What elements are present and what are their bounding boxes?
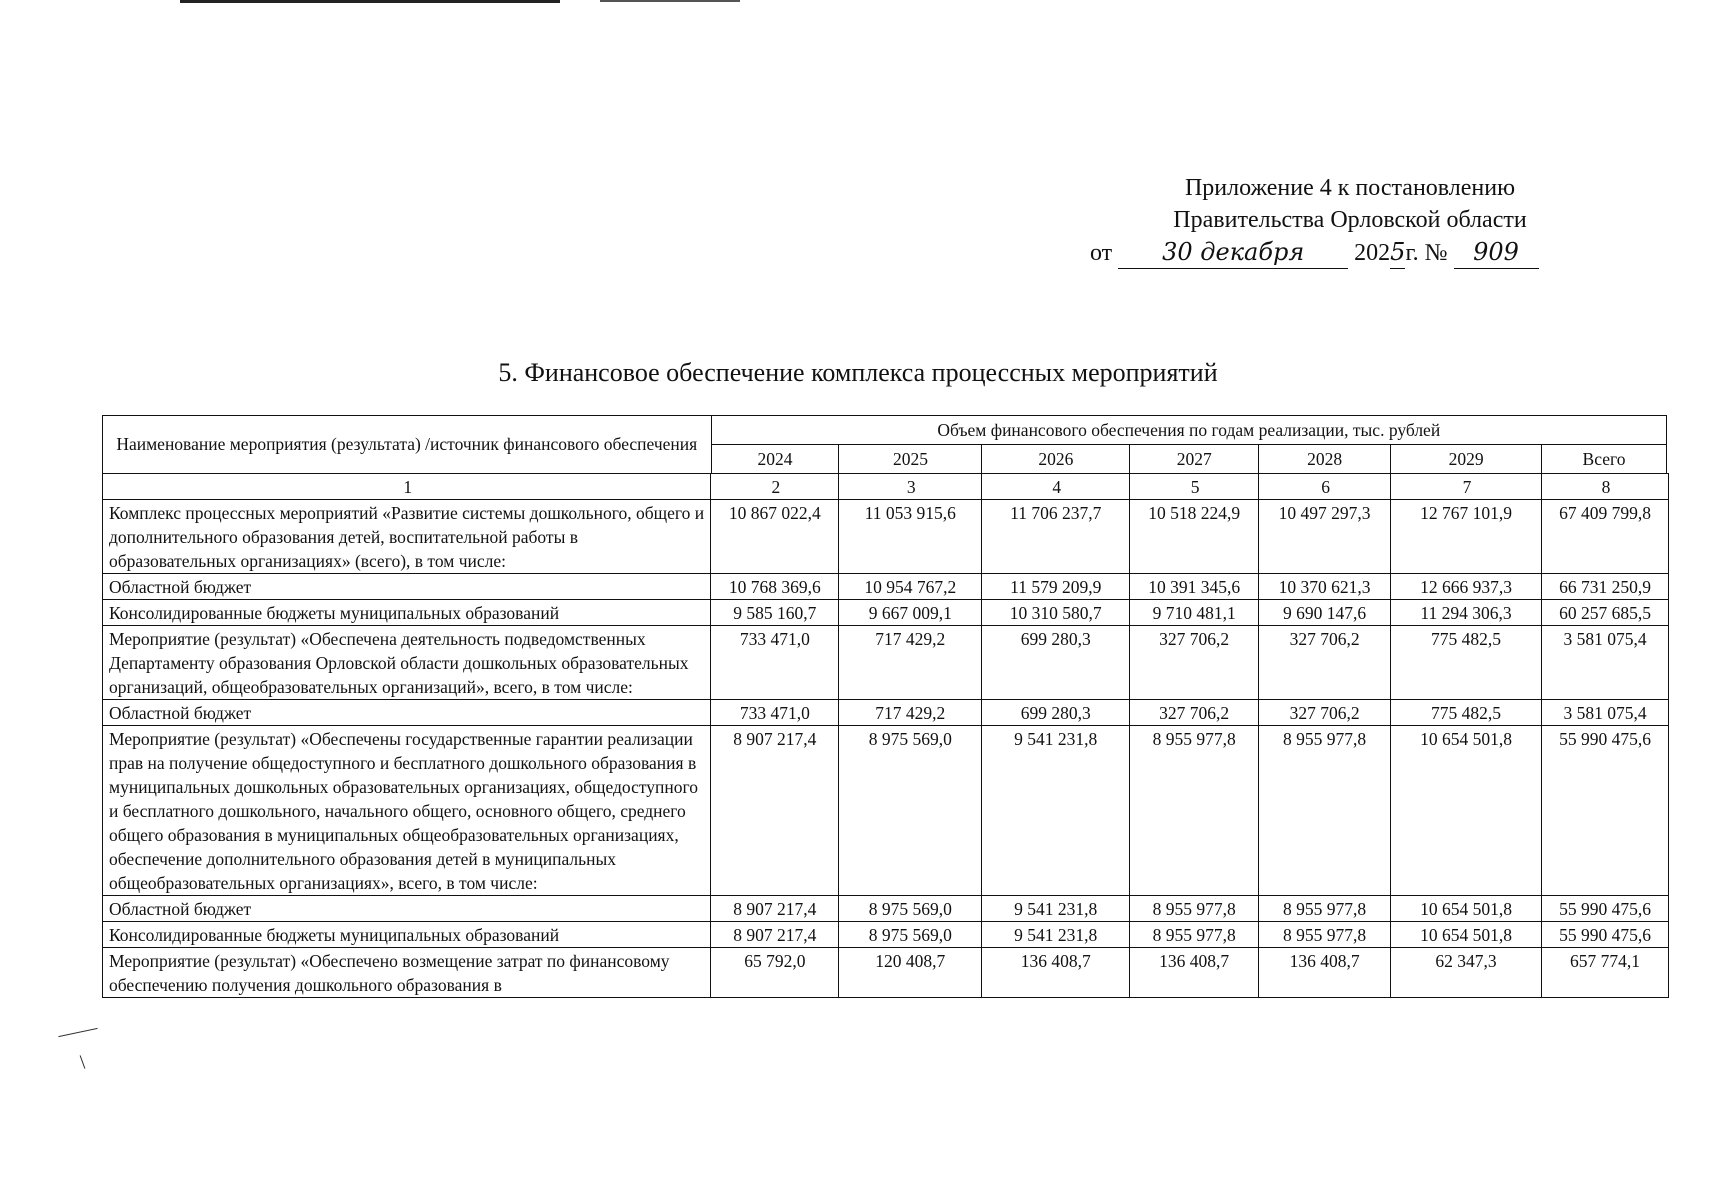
value-cell: 733 471,0 (711, 626, 839, 700)
value-cell: 10 768 369,6 (711, 574, 839, 600)
row-name-cell: Консолидированные бюджеты муниципальных образований (103, 922, 711, 948)
value-cell: 8 907 217,4 (711, 922, 839, 948)
value-cell: 9 690 147,6 (1259, 600, 1391, 626)
value-cell: 12 666 937,3 (1391, 574, 1542, 600)
value-cell: 717 429,2 (839, 626, 982, 700)
handwritten-year-digit: 5 (1390, 236, 1405, 269)
value-cell: 55 990 475,6 (1542, 922, 1669, 948)
value-cell: 8 955 977,8 (1259, 726, 1391, 896)
scan-edge-mark (600, 0, 740, 2)
value-cell: 699 280,3 (982, 700, 1130, 726)
table-row (103, 922, 1669, 948)
value-cell: 67 409 799,8 (1542, 500, 1669, 574)
row-name-cell: Мероприятие (результат) «Обеспечены государственные гарантии реализации прав на получение общедоступного и бесплатного дошкольного образования в муниципальных дошкольных образовательных организациях, общедоступного и бесплатного дошкольного, начального общего, основного общего, среднего общего образования в муниципальных общеобразовательных организациях, обеспечение дополнительного образования детей в муниципальных общеобразовательных организациях», всего, в том числе: (103, 726, 711, 896)
year-prefix: 202 (1354, 240, 1391, 266)
year-header-cell: 2027 (1130, 445, 1259, 474)
margin-pen-mark (58, 1028, 97, 1037)
value-cell: 8 975 569,0 (839, 922, 982, 948)
value-cell: 3 581 075,4 (1542, 626, 1669, 700)
value-cell: 8 975 569,0 (839, 896, 982, 922)
value-cell: 10 518 224,9 (1130, 500, 1259, 574)
column-number-cell: 1 (103, 474, 711, 500)
value-cell: 10 310 580,7 (982, 600, 1130, 626)
value-cell: 8 955 977,8 (1259, 922, 1391, 948)
value-cell: 8 955 977,8 (1130, 922, 1259, 948)
value-cell: 11 579 209,9 (982, 574, 1130, 600)
value-cell: 8 907 217,4 (711, 726, 839, 896)
value-cell: 775 482,5 (1391, 626, 1542, 700)
financing-table (102, 473, 1669, 998)
value-cell: 699 280,3 (982, 626, 1130, 700)
value-cell: 9 667 009,1 (839, 600, 982, 626)
year-header-cell: 2024 (711, 445, 839, 474)
from-label: от (1090, 240, 1113, 266)
value-cell: 136 408,7 (1130, 948, 1259, 998)
handwritten-date: 30 декабря (1118, 236, 1348, 269)
table-row (103, 600, 1669, 626)
row-name-cell: Комплекс процессных мероприятий «Развитие системы дошкольного, общего и дополнительного образования детей, воспитательной работы в образовательных организациях» (всего), в том числе: (103, 500, 711, 574)
value-cell: 327 706,2 (1259, 626, 1391, 700)
year-header-cell: 2026 (982, 445, 1130, 474)
column-number-cell: 7 (1391, 474, 1542, 500)
column-number-row (103, 474, 1669, 500)
year-header-cell: 2025 (839, 445, 982, 474)
value-cell: 55 990 475,6 (1542, 896, 1669, 922)
value-cell: 10 370 621,3 (1259, 574, 1391, 600)
value-cell: 657 774,1 (1542, 948, 1669, 998)
year-header-cell: Всего (1542, 445, 1667, 474)
column-number-cell: 6 (1259, 474, 1391, 500)
value-cell: 775 482,5 (1391, 700, 1542, 726)
value-cell: 55 990 475,6 (1542, 726, 1669, 896)
value-cell: 136 408,7 (1259, 948, 1391, 998)
table-row (103, 726, 1669, 896)
table-row (103, 948, 1669, 998)
value-cell: 9 541 231,8 (982, 726, 1130, 896)
value-cell: 8 955 977,8 (1259, 896, 1391, 922)
table-row (103, 896, 1669, 922)
value-cell: 8 907 217,4 (711, 896, 839, 922)
value-cell: 8 955 977,8 (1130, 726, 1259, 896)
value-cell: 10 867 022,4 (711, 500, 839, 574)
value-cell: 3 581 075,4 (1542, 700, 1669, 726)
column-number-cell: 4 (982, 474, 1130, 500)
value-cell: 8 955 977,8 (1130, 896, 1259, 922)
value-cell: 717 429,2 (839, 700, 982, 726)
decree-date-line (1080, 236, 1620, 269)
value-cell: 9 541 231,8 (982, 896, 1130, 922)
value-cell: 11 294 306,3 (1391, 600, 1542, 626)
value-cell: 136 408,7 (982, 948, 1130, 998)
value-cell: 10 654 501,8 (1391, 726, 1542, 896)
column-number-cell: 8 (1542, 474, 1669, 500)
table-row (103, 700, 1669, 726)
row-name-cell: Областной бюджет (103, 896, 711, 922)
name-column-header: Наименование мероприятия (результата) /источник финансового обеспечения (103, 416, 712, 474)
table-row (103, 500, 1669, 574)
value-cell: 733 471,0 (711, 700, 839, 726)
value-cell: 10 391 345,6 (1130, 574, 1259, 600)
handwritten-decree-number: 909 (1454, 236, 1539, 269)
column-number-cell: 2 (711, 474, 839, 500)
table-row (103, 574, 1669, 600)
appendix-header (1080, 172, 1620, 269)
value-cell: 12 767 101,9 (1391, 500, 1542, 574)
value-cell: 9 541 231,8 (982, 922, 1130, 948)
row-name-cell: Мероприятие (результат) «Обеспечена деятельность подведомственных Департаменту образования Орловской области дошкольных образовательных организаций, общеобразовательных организаций», всего, в том числе: (103, 626, 711, 700)
value-cell: 120 408,7 (839, 948, 982, 998)
value-cell: 327 706,2 (1130, 700, 1259, 726)
table-row (103, 626, 1669, 700)
value-cell: 327 706,2 (1130, 626, 1259, 700)
value-cell: 10 654 501,8 (1391, 896, 1542, 922)
value-cell: 11 706 237,7 (982, 500, 1130, 574)
column-number-cell: 5 (1130, 474, 1259, 500)
table-header (102, 415, 1667, 474)
value-cell: 9 585 160,7 (711, 600, 839, 626)
value-cell: 10 954 767,2 (839, 574, 982, 600)
year-suffix: г. № (1405, 240, 1448, 266)
value-cell: 9 710 481,1 (1130, 600, 1259, 626)
value-cell: 11 053 915,6 (839, 500, 982, 574)
margin-pen-mark (80, 1055, 86, 1068)
year-header-cell: 2028 (1259, 445, 1391, 474)
value-cell: 327 706,2 (1259, 700, 1391, 726)
value-cell: 62 347,3 (1391, 948, 1542, 998)
section-title: 5. Финансовое обеспечение комплекса процессных мероприятий (498, 358, 1218, 387)
appendix-line-1: Приложение 4 к постановлению (1184, 175, 1516, 201)
row-name-cell: Консолидированные бюджеты муниципальных образований (103, 600, 711, 626)
volume-column-header: Объем финансового обеспечения по годам реализации, тыс. рублей (711, 416, 1666, 445)
scan-edge-mark (180, 0, 560, 3)
column-number-cell: 3 (839, 474, 982, 500)
year-header-cell: 2029 (1391, 445, 1542, 474)
value-cell: 8 975 569,0 (839, 726, 982, 896)
row-name-cell: Мероприятие (результат) «Обеспечено возмещение затрат по финансовому обеспечению получения дошкольного образования в (103, 948, 711, 998)
value-cell: 10 654 501,8 (1391, 922, 1542, 948)
value-cell: 60 257 685,5 (1542, 600, 1669, 626)
appendix-line-2: Правительства Орловской области (1173, 207, 1527, 233)
value-cell: 66 731 250,9 (1542, 574, 1669, 600)
value-cell: 10 497 297,3 (1259, 500, 1391, 574)
row-name-cell: Областной бюджет (103, 574, 711, 600)
value-cell: 65 792,0 (711, 948, 839, 998)
row-name-cell: Областной бюджет (103, 700, 711, 726)
